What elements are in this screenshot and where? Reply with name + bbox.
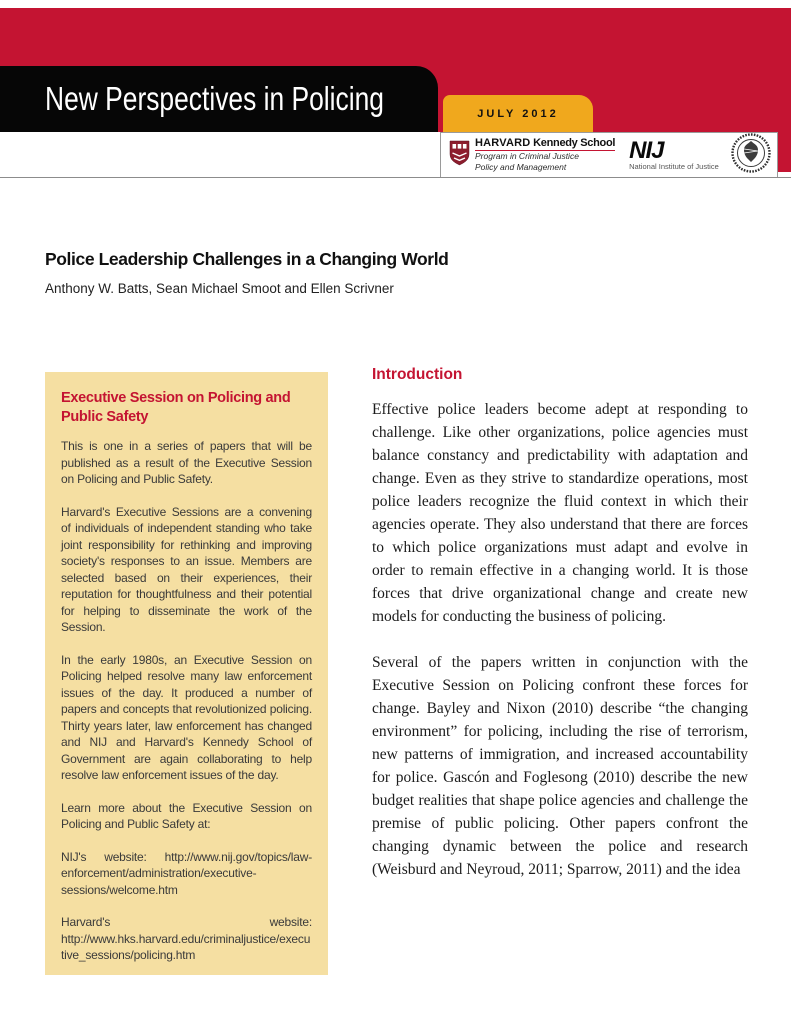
body-paragraph: Effective police leaders become adept at responding to challenge. Like other organizations, police agencies must balance constancy and predictability with adaptation and change. Even as they strive to standardize operations, most police leaders recognize the fluid context in which their agencies operate. They also understand that there are forces to which police organizations must adapt and evolve in order to remain effective in a changing world. It is those forces that drive organizational change and create new models for conducting the business of policing.	[372, 401, 748, 625]
sidebar-nij-website-link: NIJ's website: http://www.nij.gov/topics/law-enforcement/administration/executive-sessions/welcome.htm	[61, 849, 312, 897]
paper-title: Police Leadership Challenges in a Changing World	[45, 249, 449, 269]
harvard-logo-text	[475, 137, 615, 173]
sidebar-paragraph: In the early 1980s, an Executive Session on Policing helped resolve many law enforcement issues of the day. It produced a number of papers and concepts that revolutionized policing. Thirty years later, law enforcement has changed and NIJ and Harvard's Kennedy School of Government are again collaborating to help resolve law enforcement issues of the day.	[61, 652, 312, 782]
issue-date-tab	[443, 95, 593, 132]
sidebar-harvard-website-link: Harvard's website: http://www.hks.harvard.edu/criminaljustice/executive_sessions/policing.htm	[61, 915, 312, 962]
doj-seal-icon	[731, 133, 771, 178]
harvard-logo-name	[475, 137, 615, 151]
nij-full-name: National Institute of Justice	[629, 161, 719, 171]
issue-date-label: JULY 2012	[477, 107, 559, 120]
kennedy-school-word: Kennedy School	[530, 137, 616, 149]
sidebar-paragraph: Harvard's Executive Sessions are a convening of individuals of independent standing who take joint responsibility for rethinking and improving society's responses to an issue. Members are selected based on their experiences, their reputation for thoughtfulness and their potential for helping to disseminate the work of the Session.	[61, 504, 312, 634]
sidebar-paragraph: This is one in a series of papers that will be published as a result of the Executive Session on Policing and Public Safety.	[61, 439, 312, 486]
nij-logo	[629, 136, 719, 171]
sidebar-paragraph: Learn more about the Executive Session on Policing and Public Safety at:	[61, 800, 312, 831]
nij-abbr-text: NIJ	[629, 136, 664, 164]
harvard-shield-icon	[449, 140, 470, 171]
masthead-bar	[0, 66, 438, 132]
logo-strip	[440, 132, 778, 177]
harvard-program-line1: Program in Criminal Justice	[475, 151, 579, 161]
body-paragraph: Several of the papers written in conjunction with the Executive Session on Policing confront these forces for change. Bayley and Nixon (2010) describe “the changing environment” for policing, including the rise of terrorism, new patterns of immigration, and increased accountability for police. Gascón and Foglesong (2010) describe the new budget realities that shape police agencies and challenge the premise of public policing. Other papers confront the changing dynamic between the police and research (Weisburd and Neyroud, 2011; Sparrow, 2011) and the idea	[372, 654, 748, 878]
header-divider-line	[0, 177, 791, 178]
harvard-word: HARVARD	[475, 137, 531, 149]
harvard-kennedy-school-logo	[449, 137, 615, 173]
harvard-program-line2: Policy and Management	[475, 162, 567, 172]
sidebar-heading: Executive Session on Policing and Public Safety	[61, 390, 291, 425]
paper-authors: Anthony W. Batts, Sean Michael Smoot and Ellen Scrivner	[45, 281, 394, 296]
header-red-sliver	[778, 131, 791, 172]
introduction-heading: Introduction	[372, 366, 463, 383]
executive-session-sidebar	[45, 372, 328, 975]
main-column	[372, 366, 748, 904]
masthead-title: New Perspectives in Policing	[45, 80, 384, 117]
